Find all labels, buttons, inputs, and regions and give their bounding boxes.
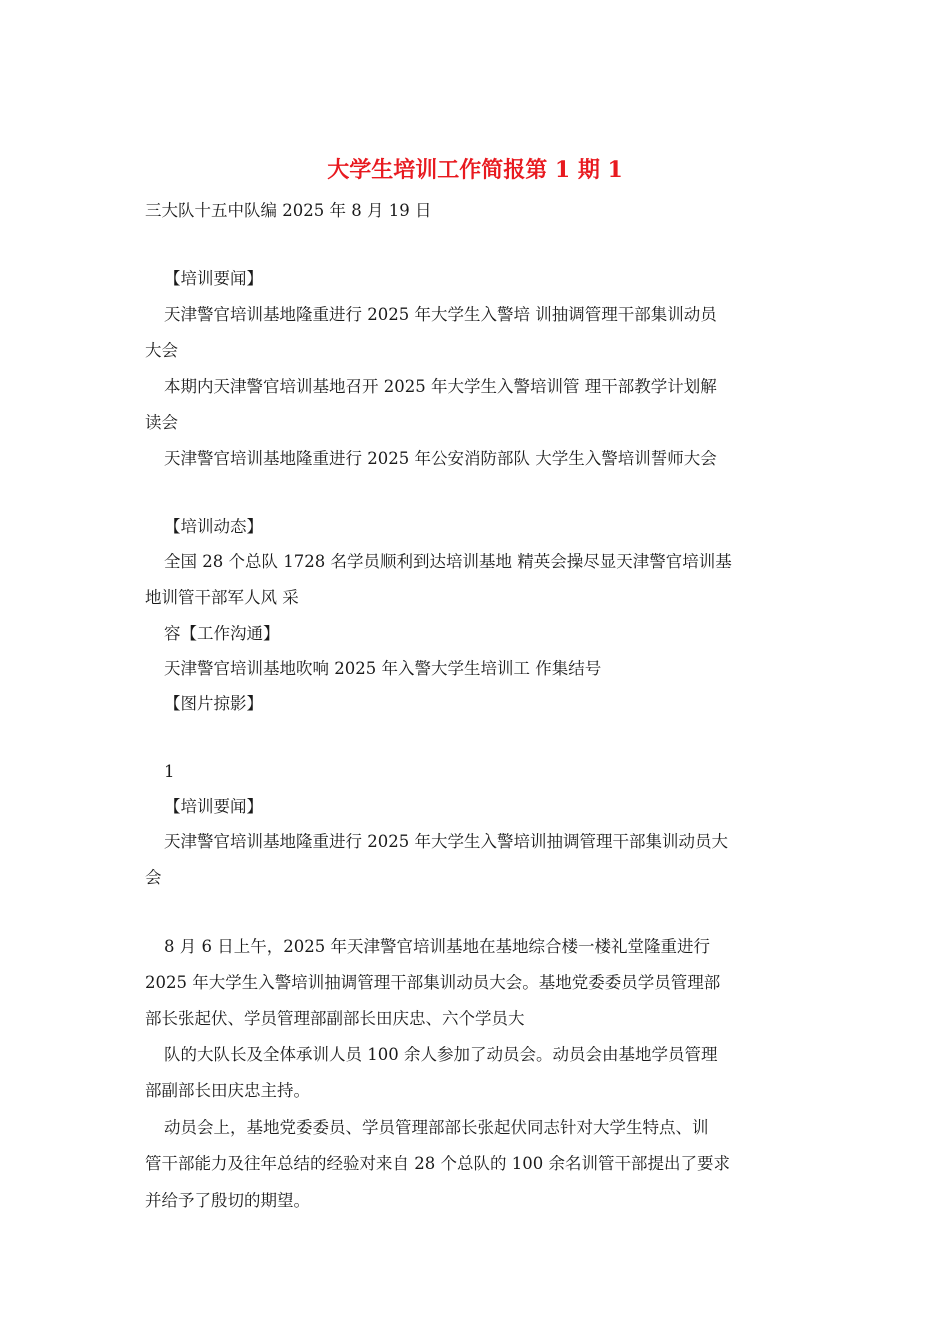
- body-paragraph: 8 月 6 日上午，2025 年天津警官培训基地在基地综合楼一楼礼堂隆重进行: [164, 937, 710, 956]
- headline-text: 天津警官培训基地隆重进行 2025 年公安消防部队 大学生入警培训誓师大会: [164, 449, 717, 468]
- body-paragraph: 部长张起伏、学员管理部副部长田庆忠、六个学员大: [145, 1009, 525, 1028]
- page-number: 1: [164, 762, 175, 781]
- body-paragraph: 管干部能力及往年总结的经验对来自 28 个总队的 100 余名训管干部提出了要求: [145, 1154, 730, 1173]
- body-paragraph: 2025 年大学生入警培训抽调管理干部集训动员大会。基地党委委员学员管理部: [145, 973, 721, 992]
- headline-text: 大会: [145, 341, 178, 360]
- headline-text: 天津警官培训基地隆重进行 2025 年大学生入警培 训抽调管理干部集训动员: [164, 305, 717, 324]
- document-title: 大学生培训工作简报第 1 期 1: [327, 157, 623, 183]
- byline: 三大队十五中队编 2025 年 8 月 19 日: [145, 201, 432, 220]
- article-title: 天津警官培训基地隆重进行 2025 年大学生入警培训抽调管理干部集训动员大: [164, 832, 728, 851]
- section-heading-dynamics: 【培训动态】: [164, 517, 263, 536]
- headline-text: 本期内天津警官培训基地召开 2025 年大学生入警培训管 理干部教学计划解: [164, 377, 717, 396]
- article-title: 会: [145, 868, 162, 887]
- body-paragraph: 部副部长田庆忠主持。: [145, 1081, 310, 1100]
- headline-text: 地训管干部军人风 采: [145, 588, 299, 607]
- body-paragraph: 动员会上，基地党委委员、学员管理部部长张起伏同志针对大学生特点、训: [164, 1118, 709, 1137]
- body-paragraph: 并给予了殷切的期望。: [145, 1191, 310, 1210]
- headline-text: 天津警官培训基地吹响 2025 年入警大学生培训工 作集结号: [164, 659, 602, 678]
- section-heading-news: 【培训要闻】: [164, 269, 263, 288]
- headline-text: 全国 28 个总队 1728 名学员顺利到达培训基地 精英会操尽显天津警官培训基: [164, 552, 732, 571]
- section-heading-communication: 容【工作沟通】: [164, 624, 280, 643]
- section-heading-news: 【培训要闻】: [164, 797, 263, 816]
- section-heading-photos: 【图片掠影】: [164, 694, 263, 713]
- headline-text: 读会: [145, 413, 178, 432]
- body-paragraph: 队的大队长及全体承训人员 100 余人参加了动员会。动员会由基地学员管理: [164, 1045, 718, 1064]
